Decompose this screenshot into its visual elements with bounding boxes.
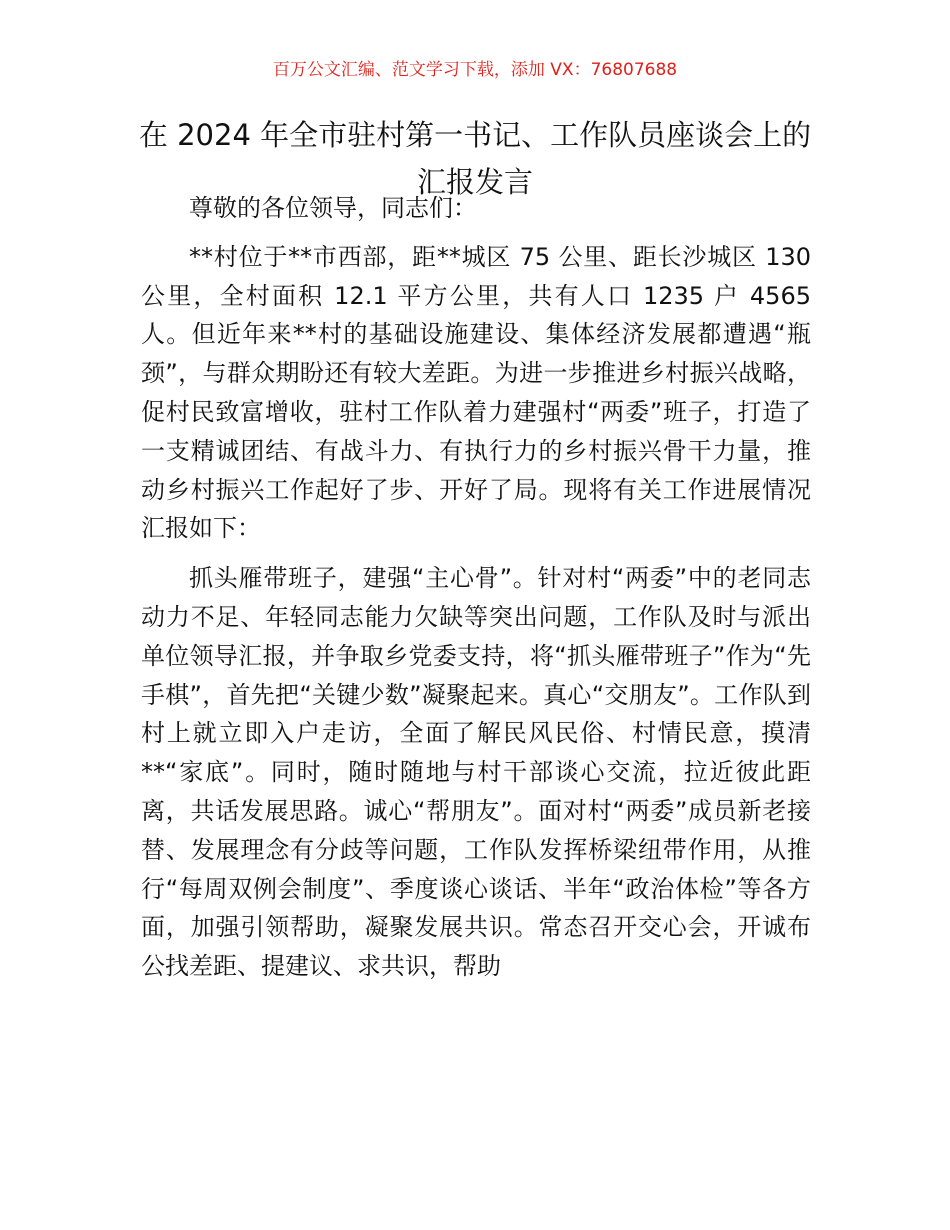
- paragraph-section-1: 抓头雁带班子，建强“主心骨”。针对村“两委”中的老同志动力不足、年轻同志能力欠缺等突出问题，工作队及时与派出单位领导汇报，并争取乡党委支持，将“抓头雁带班子”作为“先手棋”，首先把“关键少数”凝聚起来。真心“交朋友”。工作队到村上就立即入户走访，全面了解民风民俗、村情民意，摸清**“家底”。同时，随时随地与村干部谈心交流，拉近彼此距离，共话发展思路。诚心“帮朋友”。面对村“两委”成员新老接替、发展理念有分歧等问题，工作队发挥桥梁纽带作用，从推行“每周双例会制度”、季度谈心谈话、半年“政治体检”等各方面，加强引领帮助，凝聚发展共识。常态召开交心会，开诚布公找差距、提建议、求共识，帮助: [141, 564, 811, 981]
- document-body: [141, 189, 811, 986]
- document-title: 在 2024 年全市驻村第一书记、工作队员座谈会上的汇报发言: [138, 118, 812, 199]
- paragraph-intro: **村位于**市西部，距**城区 75 公里、距长沙城区 130 公里，全村面积 12.1 平方公里，共有人口 1235 户 4565 人。但近年来**村的基础设施建设、集体经济发展都遭遇“瓶颈”，与群众期盼还有较大差距。为进一步推进乡村振兴战略，促村民致富增收，驻村工作队着力建强村“两委”班子，打造了一支精诚团结、有战斗力、有执行力的乡村振兴骨干力量，推动乡村振兴工作起好了步、开好了局。现将有关工作进展情况汇报如下：: [141, 242, 811, 543]
- watermark-header: 百万公文汇编、范文学习下载，添加 VX：76807688: [272, 60, 678, 80]
- greeting-line: 尊敬的各位领导，同志们：: [189, 194, 477, 222]
